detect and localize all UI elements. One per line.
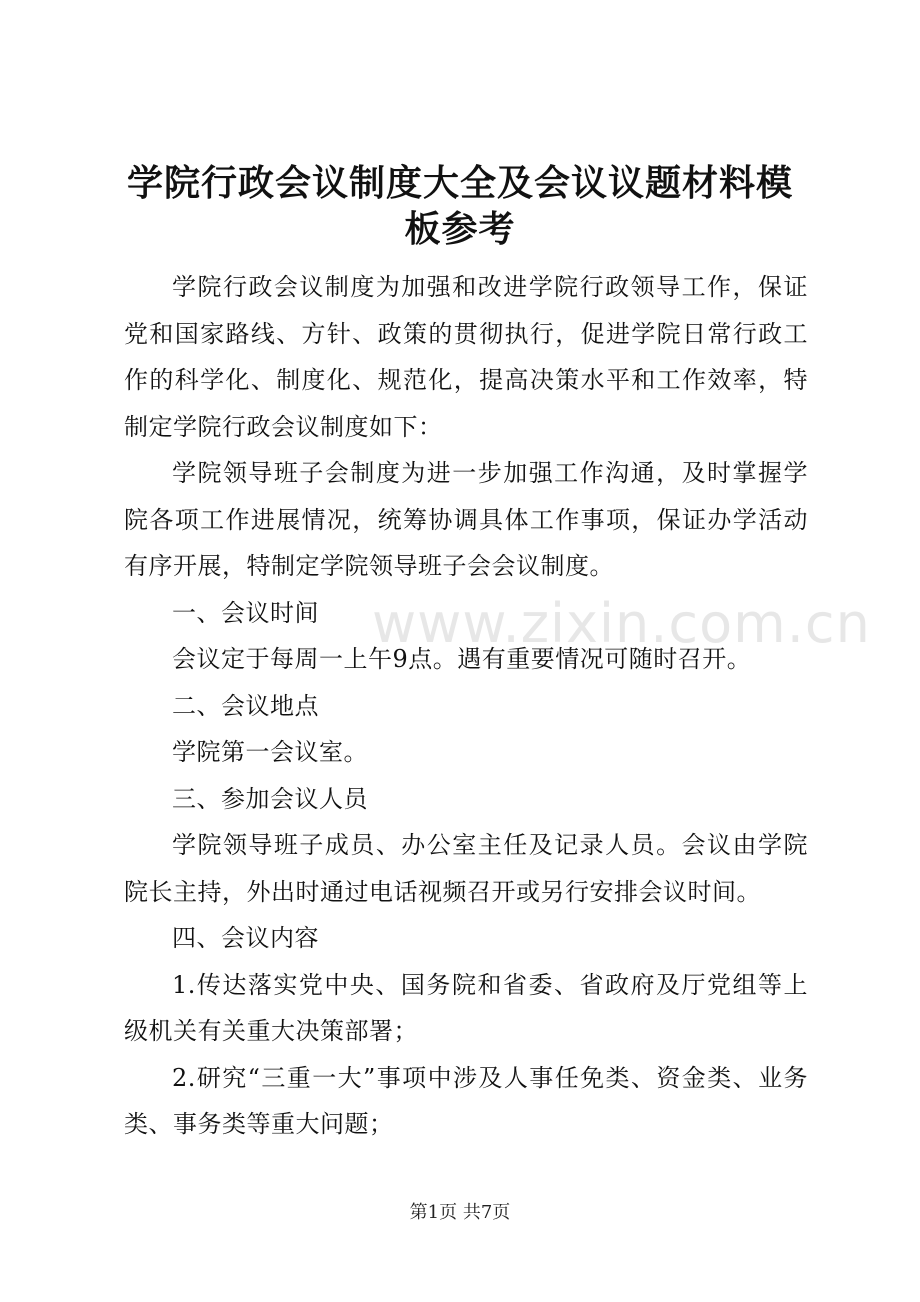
list-item-content-1: 1.传达落实党中央、国务院和省委、省政府及厅党组等上级机关有关重大决策部署；: [124, 970, 808, 1045]
section-heading-attendees: 三、参加会议人员: [172, 784, 368, 813]
document-title: 学院行政会议制度大全及会议议题材料模板参考: [126, 162, 793, 250]
paragraph-attendees: 学院领导班子成员、办公室主任及记录人员。会议由学院院长主持，外出时通过电话视频召开或另行安排会议时间。: [124, 831, 808, 906]
paragraph-time: 会议定于每周一上午9点。遇有重要情况可随时召开。: [172, 645, 752, 673]
page-footer: 第1页 共7页: [409, 1202, 511, 1223]
paragraph-leadership-meeting: 学院领导班子会制度为进一步加强工作沟通，及时掌握学院各项工作进展情况，统筹协调具体工作事项，保证办学活动有序开展，特制定学院领导班子会会议制度。: [124, 459, 808, 580]
paragraph-intro: 学院行政会议制度为加强和改进学院行政领导工作，保证党和国家路线、方针、政策的贯彻执行，促进学院日常行政工作的科学化、制度化、规范化，提高决策水平和工作效率，特制定学院行政会议制度如下：: [124, 273, 808, 441]
document-body: [124, 264, 808, 1148]
paragraph-location: 学院第一会议室。: [172, 738, 368, 766]
section-heading-time: 一、会议时间: [172, 598, 319, 627]
section-heading-content: 四、会议内容: [172, 924, 319, 952]
list-item-content-2: 2.研究“三重一大”事项中涉及人事任免类、资金类、业务类、事务类等重大问题；: [124, 1063, 808, 1138]
section-heading-location: 二、会议地点: [172, 691, 319, 720]
watermark: www.zixin.com.cn: [372, 592, 871, 655]
